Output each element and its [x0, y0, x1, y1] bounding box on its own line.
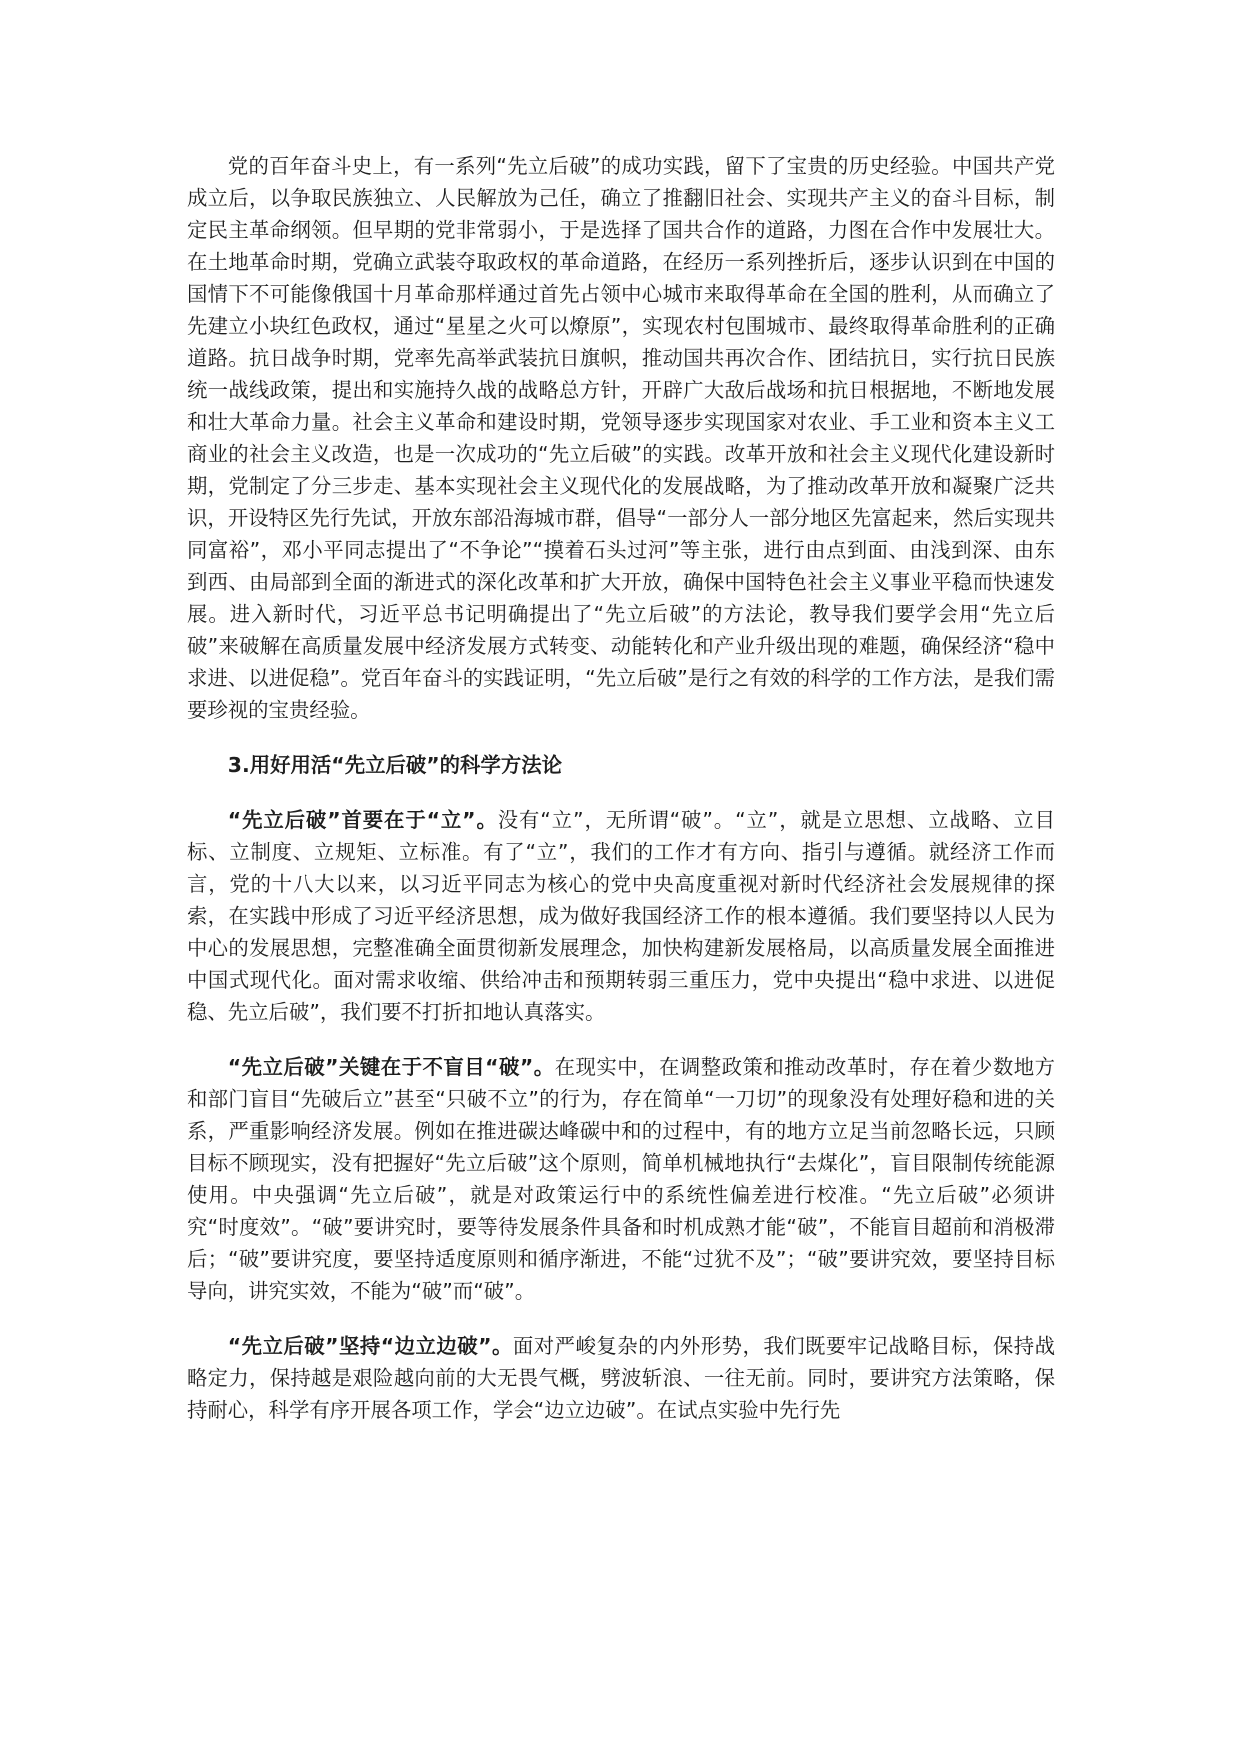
paragraph-history: [187, 150, 1055, 726]
paragraph-lead-bold: “先立后破”首要在于“立”。: [227, 808, 498, 832]
paragraph-body-text: 面对严峻复杂的内外形势，我们既要牢记战略目标，保持战略定力，保持越是艰险越向前的大无畏气概，劈波斩浪、一往无前。同时，要讲究方法策略，保持耐心，科学有序开展各项工作，学会“边立边破”。在试点实验中先行先: [187, 1334, 1056, 1422]
paragraph-establish-while-breaking: [187, 1330, 1055, 1426]
paragraph-no-blind-break: [187, 1051, 1055, 1307]
paragraph-establish-first: [187, 804, 1055, 1028]
paragraph-history-text: 党的百年奋斗史上，有一系列“先立后破”的成功实践，留下了宝贵的历史经验。中国共产党成立后，以争取民族独立、人民解放为己任，确立了推翻旧社会、实现共产主义的奋斗目标，制定民主革命纲领。但早期的党非常弱小，于是选择了国共合作的道路，力图在合作中发展壮大。在土地革命时期，党确立武装夺取政权的革命道路，在经历一系列挫折后，逐步认识到在中国的国情下不可能像俄国十月革命那样通过首先占领中心城市来取得革命在全国的胜利，从而确立了先建立小块红色政权，通过“星星之火可以燎原”，实现农村包围城市、最终取得革命胜利的正确道路。抗日战争时期，党率先高举武装抗日旗帜，推动国共再次合作、团结抗日，实行抗日民族统一战线政策，提出和实施持久战的战略总方针，开辟广大敌后战场和抗日根据地，不断地发展和壮大革命力量。社会主义革命和建设时期，党领导逐步实现国家对农业、手工业和资本主义工商业的社会主义改造，也是一次成功的“先立后破”的实践。改革开放和社会主义现代化建设新时期，党制定了分三步走、基本实现社会主义现代化的发展战略，为了推动改革开放和凝聚广泛共识，开设特区先行先试，开放东部沿海城市群，倡导“一部分人一部分地区先富起来，然后实现共同富裕”，邓小平同志提出了“不争论”“摸着石头过河”等主张，进行由点到面、由浅到深、由东到西、由局部到全面的渐进式的深化改革和扩大开放，确保中国特色社会主义事业平稳而快速发展。进入新时代，习近平总书记明确提出了“先立后破”的方法论，教导我们要学会用“先立后破”来破解在高质量发展中经济发展方式转变、动能转化和产业升级出现的难题，确保经济“稳中求进、以进促稳”。党百年奋斗的实践证明，“先立后破”是行之有效的科学的工作方法，是我们需要珍视的宝贵经验。: [187, 154, 1055, 722]
section-heading: 3.用好用活“先立后破”的科学方法论: [227, 753, 563, 777]
paragraph-body-text: 在现实中，在调整政策和推动改革时，存在着少数地方和部门盲目“先破后立”甚至“只破不立”的行为，存在简单“一刀切”的现象没有处理好稳和进的关系，严重影响经济发展。例如在推进碳达峰碳中和的过程中，有的地方立足当前忽略长远，只顾目标不顾现实，没有把握好“先立后破”这个原则，简单机械地执行“去煤化”，盲目限制传统能源使用。中央强调“先立后破”，就是对政策运行中的系统性偏差进行校准。“先立后破”必须讲究“时度效”。“破”要讲究时，要等待发展条件具备和时机成熟才能“破”，不能盲目超前和消极滞后；“破”要讲究度，要坚持适度原则和循序渐进，不能“过犹不及”；“破”要讲究效，要坚持目标导向，讲究实效，不能为“破”而“破”。: [187, 1055, 1056, 1303]
paragraph-lead-bold: “先立后破”关键在于不盲目“破”。: [227, 1055, 555, 1079]
document-body: [187, 150, 1055, 1426]
paragraph-body-text: 没有“立”，无所谓“破”。“立”，就是立思想、立战略、立目标、立制度、立规矩、立标准。有了“立”，我们的工作才有方向、指引与遵循。就经济工作而言，党的十八大以来，以习近平同志为核心的党中央高度重视对新时代经济社会发展规律的探索，在实践中形成了习近平经济思想，成为做好我国经济工作的根本遵循。我们要坚持以人民为中心的发展思想，完整准确全面贯彻新发展理念，加快构建新发展格局，以高质量发展全面推进中国式现代化。面对需求收缩、供给冲击和预期转弱三重压力，党中央提出“稳中求进、以进促稳、先立后破”，我们要不打折扣地认真落实。: [187, 808, 1055, 1024]
paragraph-lead-bold: “先立后破”坚持“边立边破”。: [227, 1334, 513, 1358]
